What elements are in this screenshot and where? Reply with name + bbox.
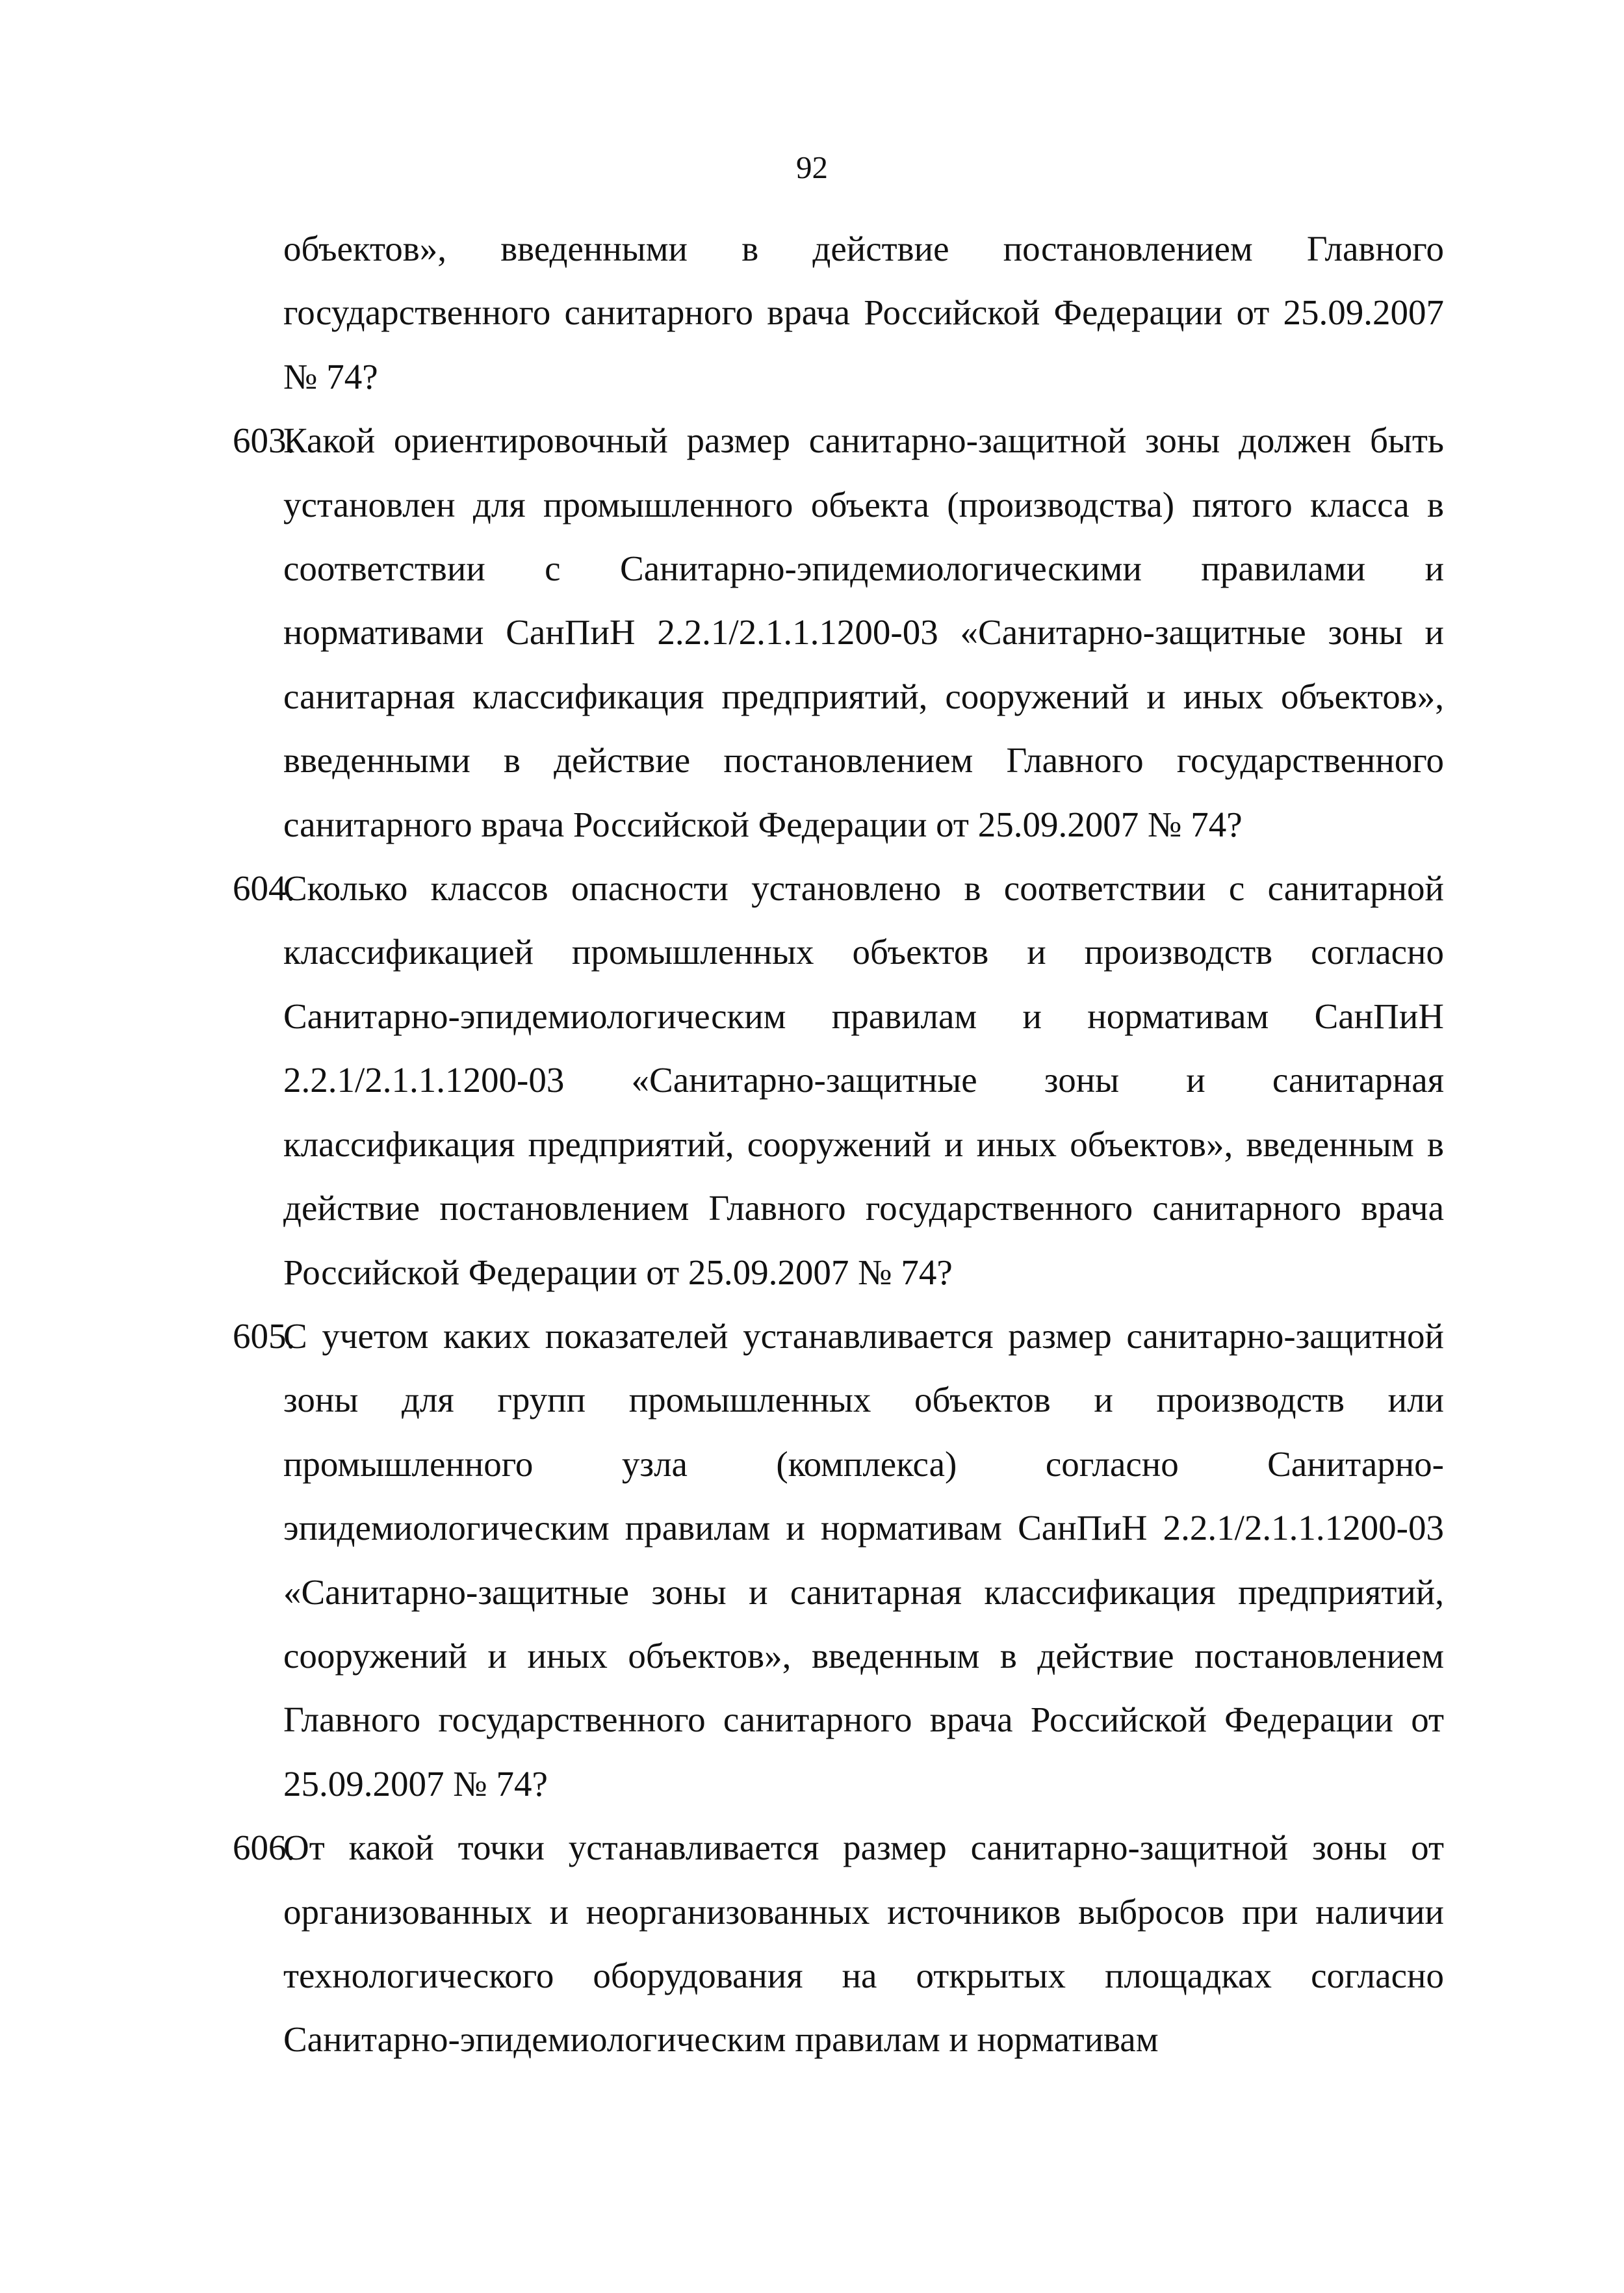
question-number: 603. [233, 421, 296, 461]
question-text: Сколько классов опасности установлено в соответствии с санитарной классификацией промышленных объектов и производств согласно Санитарно-эпидемиологическим правилам и нормативам СанПиН 2.2.1/2.1.1.1200-03 «Санитарно-защитные зоны и санитарная классификация предприятий, сооружений и иных объектов», введенным в действие постановлением Главного государственного санитарного врача Российской Федерации от 25.09.2007 № 74? [283, 868, 1444, 1292]
question-number: 606. [233, 1828, 296, 1868]
question-number: 604. [233, 868, 296, 909]
question-604 [233, 857, 1444, 1304]
page-number: 92 [796, 149, 828, 185]
question-606 [233, 1816, 1444, 2072]
question-text: От какой точки устанавливается размер санитарно-защитной зоны от организованных и неорганизованных источников выбросов при наличии технологического оборудования на открытых площадках согласно Санитарно-эпидемиологическим правилам и нормативам [283, 1828, 1444, 2060]
question-text: С учетом каких показателей устанавливается размер санитарно-защитной зоны для групп промышленных объектов и производств или промышленного узла (комплекса) согласно Санитарно-эпидемиологическим правилам и нормативам СанПиН 2.2.1/2.1.1.1200-03 «Санитарно-защитные зоны и санитарная классификация предприятий, сооружений и иных объектов», введенным в действие постановлением Главного государственного санитарного врача Российской Федерации от 25.09.2007 № 74? [283, 1315, 1444, 1804]
continuation-paragraph: объектов», введенными в действие постановлением Главного государственного санитарного врача Российской Федерации от 25.09.2007 № 74? [283, 229, 1444, 396]
question-605 [233, 1304, 1444, 1816]
question-603 [233, 409, 1444, 857]
question-number: 605. [233, 1315, 296, 1356]
question-text: Какой ориентировочный размер санитарно-защитной зоны должен быть установлен для промышленного объекта (производства) пятого класса в соответствии с Санитарно-эпидемиологическими правилами и нормативами СанПиН 2.2.1/2.1.1.1200-03 «Санитарно-защитные зоны и санитарная классификация предприятий, сооружений и иных объектов», введенными в действие постановлением Главного государственного санитарного врача Российской Федерации от 25.09.2007 № 74? [283, 421, 1444, 844]
document-body [233, 217, 1444, 2072]
